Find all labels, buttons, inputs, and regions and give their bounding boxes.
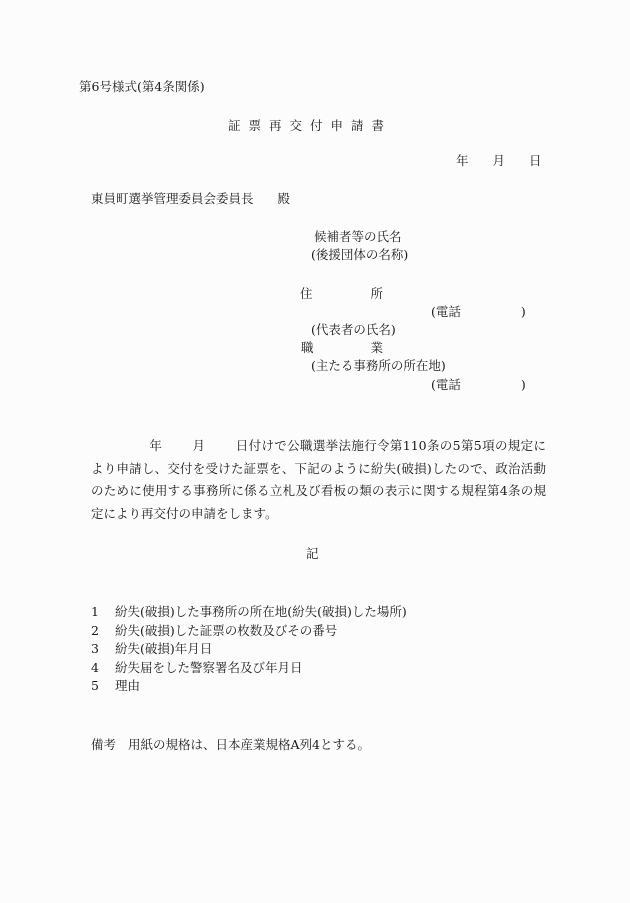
list-item: 5 理由	[91, 678, 141, 693]
date-month-label: 月	[492, 153, 506, 168]
addressee-name: 東員町選挙管理委員会委員長	[91, 191, 254, 206]
application-body-text	[91, 435, 546, 525]
list-item: 3 紛失(破損)年月日	[91, 641, 213, 656]
phone-1-label: (電話	[431, 304, 461, 319]
ki-heading: 記	[306, 546, 319, 561]
remark-label: 備考	[91, 737, 117, 752]
body-text: 日付けで公職選挙法施行令第110条の5第5項の規定により申請し、交付を受けた証票を、下記のように紛失(破損)したので、政治活動のために使用する事務所に係る立札及び看板の類の表示に関する規程第4条の規定により再交付の申請をします。	[91, 438, 546, 521]
body-year-label: 年	[149, 438, 163, 453]
phone-1-close: )	[520, 304, 526, 319]
date-day-label: 日	[529, 153, 542, 168]
candidate-name-label: 候補者等の氏名	[314, 229, 402, 244]
support-group-name-label: (後援団体の名称)	[311, 247, 409, 262]
addressee	[91, 193, 290, 206]
phone-1	[431, 306, 526, 319]
document-title: 証票再交付申請書	[228, 118, 393, 133]
list-item: 2 紛失(破損)した証票の枚数及びその番号	[91, 622, 338, 638]
occupation-label: 職 業	[301, 340, 384, 355]
remark	[91, 739, 370, 752]
items-list	[91, 603, 407, 696]
phone-2-close: )	[520, 377, 526, 392]
form-number: 第6号様式(第4条関係)	[79, 79, 205, 94]
body-month-label: 月	[192, 438, 206, 453]
main-office-location-label: (主たる事務所の所在地)	[311, 358, 446, 373]
remark-text: 用紙の規格は、日本産業規格A列4とする。	[128, 737, 370, 752]
phone-2	[431, 379, 526, 392]
address-label: 住 所	[300, 286, 384, 301]
phone-2-label: (電話	[431, 377, 461, 392]
representative-name-label: (代表者の氏名)	[311, 322, 396, 337]
application-date	[456, 155, 542, 168]
list-item: 4 紛失届をした警察署名及び年月日	[91, 659, 303, 675]
addressee-honorific: 殿	[277, 191, 291, 206]
date-year-label: 年	[456, 153, 469, 168]
list-item: 1 紛失(破損)した事務所の所在地(紛失(破損)した場所)	[91, 604, 407, 619]
